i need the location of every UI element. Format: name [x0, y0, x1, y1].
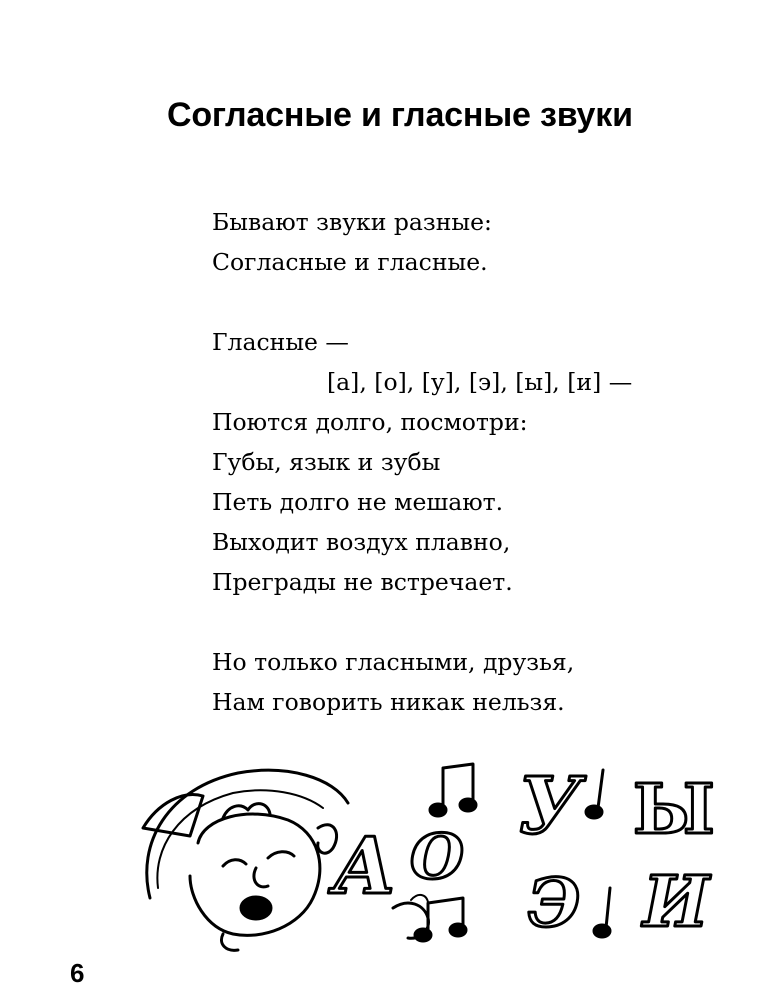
letter-u: У — [518, 761, 582, 852]
letter-y: Ы — [633, 770, 715, 850]
poem-line: Выходит воздух плавно, — [212, 528, 511, 556]
stanza-gap — [212, 602, 632, 642]
poem-line: Губы, язык и зубы — [212, 448, 441, 476]
poem-line: Гласные — — [212, 328, 349, 356]
page-number: 6 — [70, 958, 85, 988]
letter-o: О — [410, 820, 465, 893]
vowel-sounds-line: [а], [о], [у], [э], [ы], [и] — — [327, 368, 633, 396]
stanza-gap — [212, 282, 632, 322]
letter-e: Э — [528, 864, 581, 942]
vowel-letters — [328, 761, 715, 943]
poem — [212, 202, 632, 722]
letter-a: А — [333, 821, 397, 912]
poem-line: Петь долго не мешают. — [212, 488, 504, 516]
poem-line: Но только гласными, друзья, — [212, 648, 575, 676]
poem-line: Поются долго, посмотри: — [212, 408, 528, 436]
letter-i: И — [643, 860, 710, 943]
poem-line: Согласные и гласные. — [212, 248, 488, 276]
page-title: Согласные и гласные звуки — [167, 96, 633, 134]
poem-line: Бывают звуки разные: — [212, 208, 492, 236]
poem-line: Преграды не встречает. — [212, 568, 513, 596]
poem-line: Нам говорить никак нельзя. — [212, 688, 565, 716]
vowel-illustration — [128, 748, 728, 953]
